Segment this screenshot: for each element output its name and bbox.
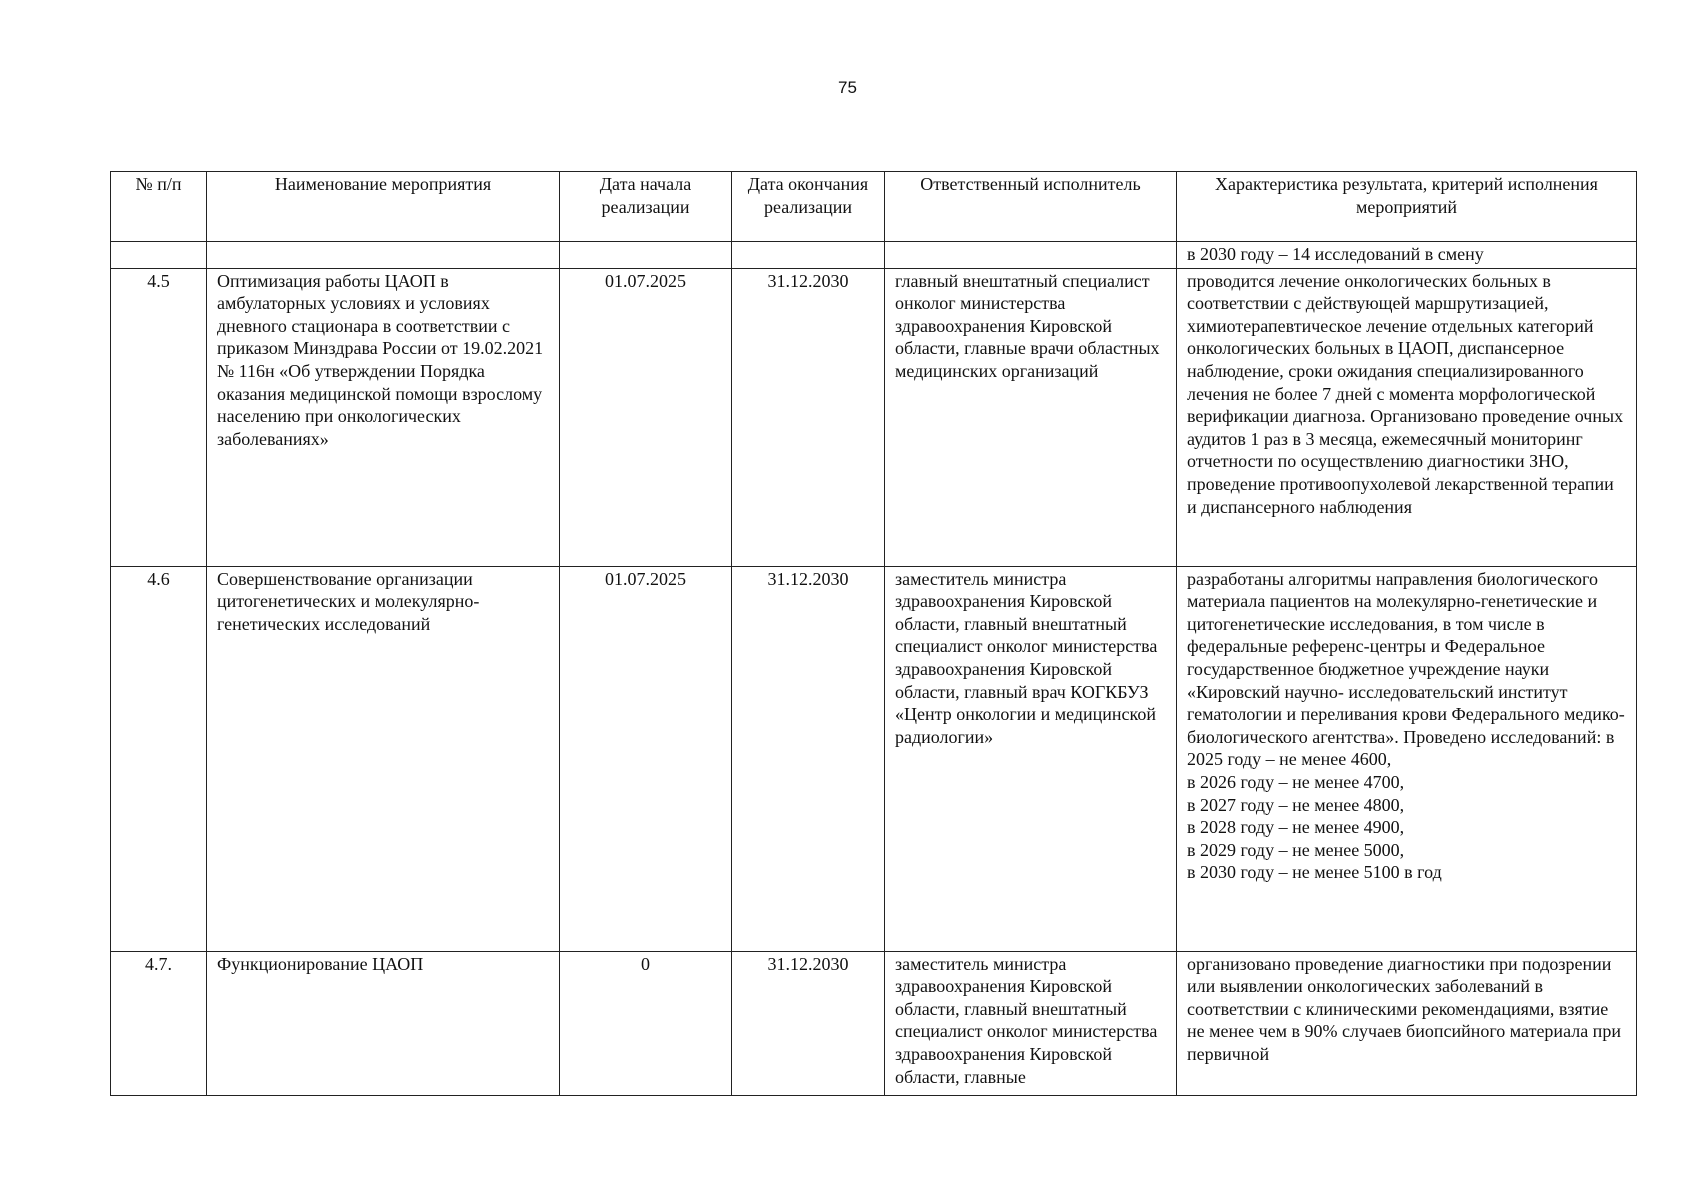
row-number: 4.7. — [111, 951, 207, 1095]
start-date: 0 — [560, 951, 732, 1095]
responsible-executor: заместитель министра здравоохранения Кировской области, главный внештатный специалист онколог министерства здравоохранения Кировской области, главные — [885, 951, 1177, 1095]
header-executor: Ответственный исполнитель — [885, 172, 1177, 242]
header-name: Наименование мероприятия — [207, 172, 560, 242]
start-date: 01.07.2025 — [560, 566, 732, 951]
table-row — [111, 951, 1637, 1095]
result-description: организовано проведение диагностики при подозрении или выявлении онкологических заболеваний в соответствии с клиническими рекомендациями, взятие не менее чем в 90% случаев биопсийного материала при первичной — [1177, 951, 1637, 1095]
result-description — [1177, 566, 1637, 951]
start-date: 01.07.2025 — [560, 268, 732, 566]
end-date: 31.12.2030 — [732, 268, 885, 566]
result-line: в 2030 году – не менее 5100 в год — [1187, 862, 1442, 883]
table-row — [111, 566, 1637, 951]
table-row — [111, 268, 1637, 566]
result-line: разработаны алгоритмы направления биологического материала пациентов на молекулярно-генетические и цитогенетические исследования, в том числе в федеральные референс-центры и Федеральное государственное бюджетное учреждение науки «Кировский научно- исследовательский институт гематологии и переливания крови Федерального медико-биологического агентства». Проведено исследований: в 2025 году – не менее 4600, — [1187, 568, 1625, 770]
continuation-row — [111, 242, 1637, 269]
result-line: в 2027 году – не менее 4800, — [1187, 794, 1405, 815]
table-header-row — [111, 172, 1637, 242]
activities-table — [110, 171, 1637, 1096]
row-number: 4.6 — [111, 566, 207, 951]
header-number: № п/п — [111, 172, 207, 242]
responsible-executor: заместитель министра здравоохранения Кировской области, главный внештатный специалист онколог министерства здравоохранения Кировской области, главный врач КОГКБУЗ «Центр онкологии и медицинской радиологии» — [885, 566, 1177, 951]
activity-name: Совершенствование организации цитогенетических и молекулярно-генетических исследований — [207, 566, 560, 951]
end-date: 31.12.2030 — [732, 951, 885, 1095]
continuation-text: в 2030 году – 14 исследований в смену — [1177, 242, 1637, 269]
header-start-date: Дата начала реализации — [560, 172, 732, 242]
header-result: Характеристика результата, критерий исполнения мероприятий — [1177, 172, 1637, 242]
end-date: 31.12.2030 — [732, 566, 885, 951]
result-line: в 2026 году – не менее 4700, — [1187, 771, 1405, 792]
header-end-date: Дата окончания реализации — [732, 172, 885, 242]
activity-name: Функционирование ЦАОП — [207, 951, 560, 1095]
responsible-executor: главный внештатный специалист онколог министерства здравоохранения Кировской области, главные врачи областных медицинских организаций — [885, 268, 1177, 566]
row-number: 4.5 — [111, 268, 207, 566]
result-line: в 2029 году – не менее 5000, — [1187, 839, 1405, 860]
result-line: в 2028 году – не менее 4900, — [1187, 817, 1405, 838]
activity-name: Оптимизация работы ЦАОП в амбулаторных условиях и условиях дневного стационара в соответствии с приказом Минздрава России от 19.02.2021 № 116н «Об утверждении Порядка оказания медицинской помощи взрослому населению при онкологических заболеваниях» — [207, 268, 560, 566]
page-number: 75 — [838, 78, 857, 97]
result-description: проводится лечение онкологических больных в соответствии с действующей маршрутизацией, химиотерапевтическое лечение отдельных категорий онкологических больных в ЦАОП, диспансерное наблюдение, сроки ожидания специализированного лечения не более 7 дней с момента морфологической верификации диагноза. Организовано проведение очных аудитов 1 раз в 3 месяца, ежемесячный мониторинг отчетности по осуществлению диагностики ЗНО, проведение противоопухолевой лекарственной терапии и диспансерного наблюдения — [1177, 268, 1637, 566]
